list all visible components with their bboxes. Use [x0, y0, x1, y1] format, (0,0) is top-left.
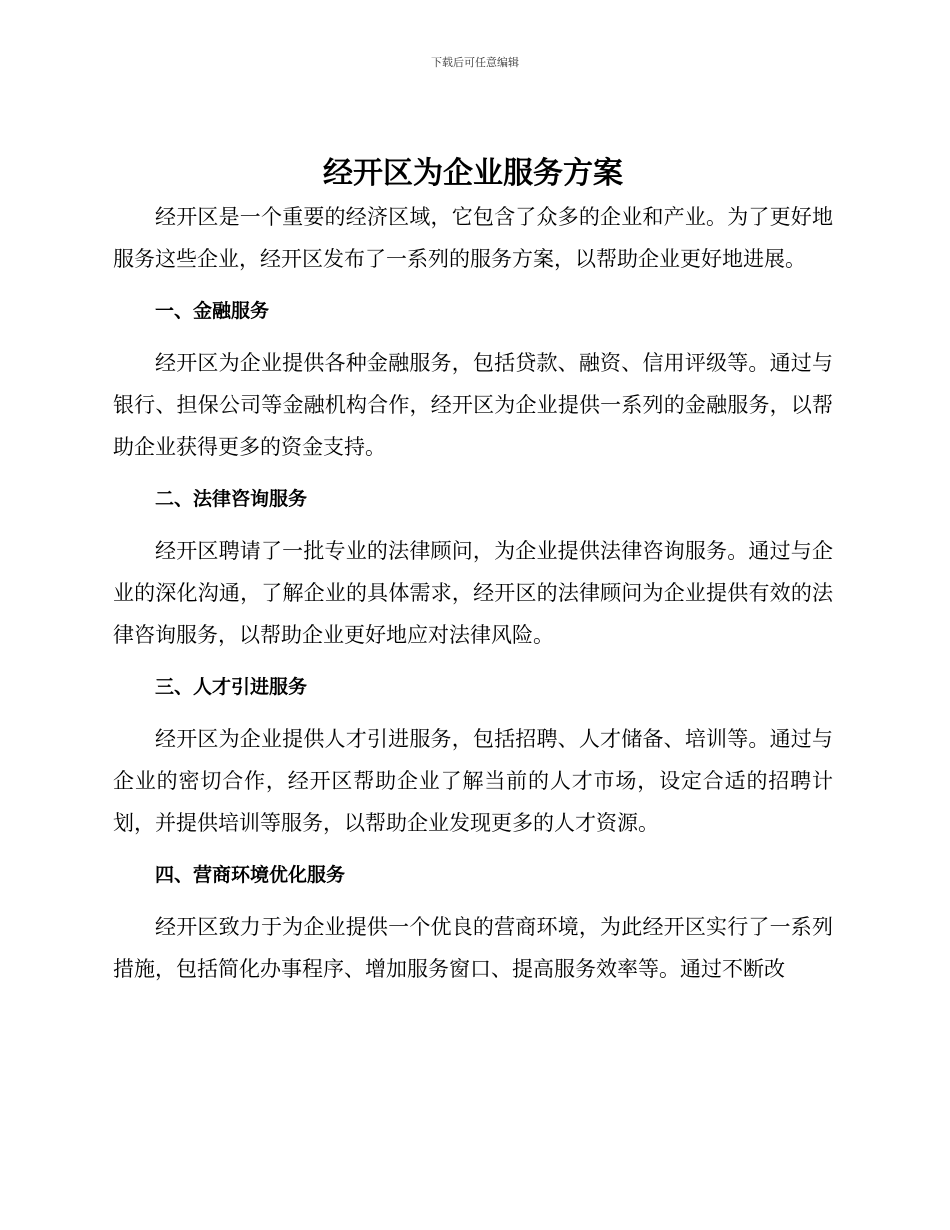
section-body-legal: 经开区聘请了一批专业的法律顾问，为企业提供法律咨询服务。通过与企业的深化沟通，了解企业的具体需求，经开区的法律顾问为企业提供有效的法律咨询服务，以帮助企业更好地应对法律风险。 [113, 539, 833, 647]
section-heading-talent: 三、人才引进服务 [155, 676, 308, 698]
section-body-finance: 经开区为企业提供各种金融服务，包括贷款、融资、信用评级等。通过与银行、担保公司等金融机构合作，经开区为企业提供一系列的金融服务，以帮助企业获得更多的资金支持。 [113, 351, 833, 459]
intro-paragraph: 经开区是一个重要的经济区域，它包含了众多的企业和产业。为了更好地服务这些企业，经开区发布了一系列的服务方案，以帮助企业更好地进展。 [113, 205, 833, 271]
document-body [113, 152, 833, 990]
section-heading-business-environment: 四、营商环境优化服务 [155, 864, 346, 886]
section-body-business-environment: 经开区致力于为企业提供一个优良的营商环境，为此经开区实行了一系列措施，包括简化办事程序、增加服务窗口、提高服务效率等。通过不断改 [113, 915, 833, 981]
page-header-note: 下载后可任意编辑 [431, 56, 519, 69]
section-body-talent: 经开区为企业提供人才引进服务，包括招聘、人才储备、培训等。通过与企业的密切合作，经开区帮助企业了解当前的人才市场，设定合适的招聘计划，并提供培训等服务，以帮助企业发现更多的人才资源。 [113, 727, 833, 835]
document-title: 经开区为企业服务方案 [323, 156, 623, 191]
section-heading-legal: 二、法律咨询服务 [155, 488, 308, 510]
section-heading-finance: 一、金融服务 [155, 300, 270, 322]
